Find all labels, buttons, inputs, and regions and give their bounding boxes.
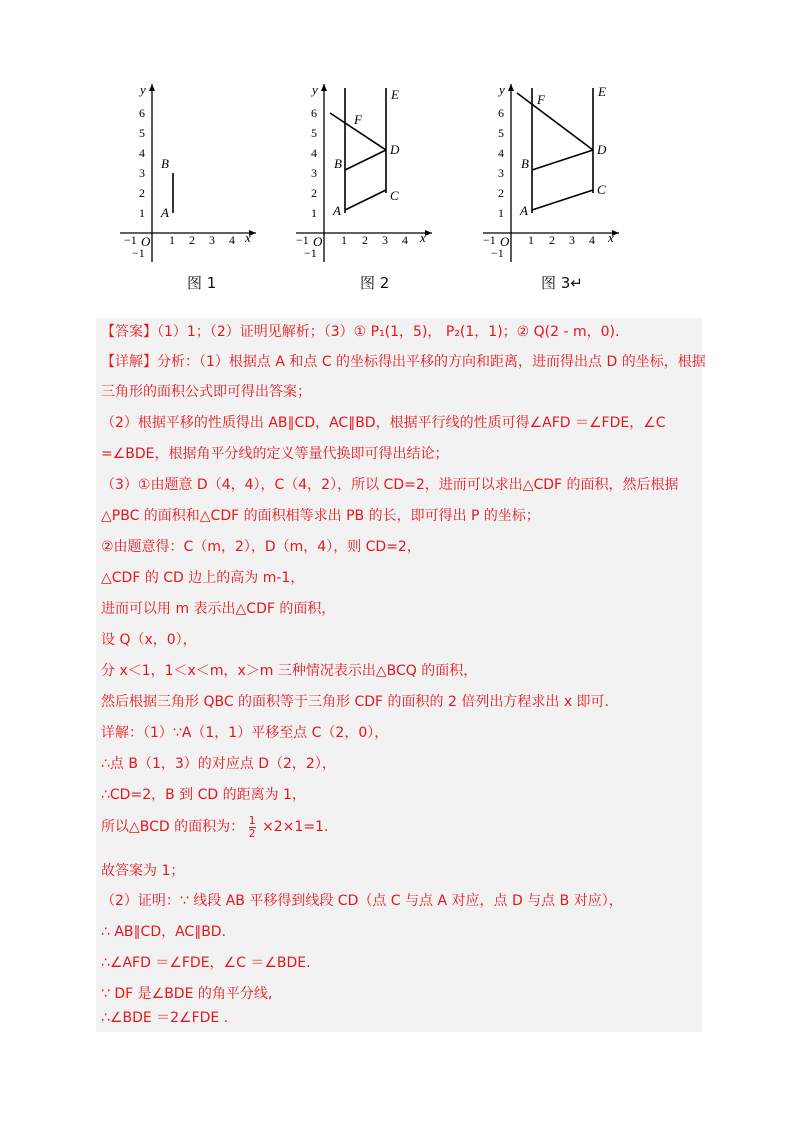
x-tick-label: 4: [229, 233, 235, 247]
x-tick-label: 1: [528, 233, 534, 247]
y-tick-label: 2: [139, 186, 145, 200]
area-formula-result: ×2×1=1.: [262, 819, 329, 835]
y-tick-label: −1: [304, 246, 317, 260]
point-label-a: A: [333, 203, 341, 218]
solution-block: [96, 318, 706, 1032]
figure-2-caption: 图 2: [360, 274, 390, 292]
x-tick-label: 2: [362, 233, 368, 247]
point-label-d: D: [390, 142, 400, 157]
y-tick-label: 1: [139, 206, 145, 220]
segment-ac: [345, 190, 386, 210]
analysis-line: 分 x＜1，1＜x＜m，x＞m 三种情况表示出△BCQ 的面积，: [101, 663, 478, 679]
y-tick-label: 3: [311, 166, 317, 180]
y-tick-label: 4: [139, 146, 145, 160]
analysis-line: =∠BDE，根据角平分线的定义等量代换即可得出结论；: [101, 446, 449, 462]
y-tick-label: 5: [311, 126, 317, 140]
point-label-a: A: [520, 203, 528, 218]
y-axis-label: y: [140, 82, 146, 97]
y-tick-label: −1: [132, 246, 145, 260]
x-tick-label: 3: [382, 233, 388, 247]
segment-ac: [532, 190, 593, 210]
analysis-line: （2）根据平移的性质得出 AB∥CD，AC∥BD，根据平行线的性质可得∠AFD ＝∠FDE，∠C: [101, 415, 666, 431]
point-label-e: E: [598, 84, 606, 99]
y-tick-label: 2: [498, 186, 504, 200]
x-tick-label: −1: [124, 233, 137, 247]
x-tick-label: 3: [569, 233, 575, 247]
point-label-e: E: [391, 87, 399, 102]
analysis-line: ②由题意得：C（m，2），D（m，4），则 CD=2，: [101, 539, 421, 555]
y-tick-label: −1: [491, 246, 504, 260]
fraction-numerator: 1: [248, 813, 256, 827]
y-tick-label: 3: [498, 166, 504, 180]
x-axis-arrow: [425, 230, 432, 236]
proof-line: ∴∠AFD ＝∠FDE，∠C ＝∠BDE.: [101, 955, 311, 971]
y-tick-label: 1: [311, 206, 317, 220]
point-label-b: B: [334, 156, 342, 171]
figure-1-graph: [116, 76, 266, 262]
y-tick-label: 6: [311, 106, 317, 120]
fraction-denominator: 2: [248, 826, 256, 840]
point-label-d: D: [597, 142, 607, 157]
detail-line: ∴点 B（1，3）的对应点 D（2，2），: [101, 756, 336, 772]
y-tick-label: 4: [498, 146, 504, 160]
y-axis-arrow: [321, 84, 327, 91]
fraction-one-half: [249, 815, 256, 840]
y-axis-label: y: [312, 82, 318, 97]
segment-bd: [345, 150, 386, 170]
answer-line: 【答案】（1）1；（2）证明见解析；（3）① P₁(1，5)， P₂(1，1)；② Q(2 - m，0).: [101, 324, 620, 340]
x-tick-label: 4: [589, 233, 595, 247]
detail-line: ∴CD=2，B 到 CD 的距离为 1，: [101, 787, 306, 803]
y-tick-label: 2: [311, 186, 317, 200]
y-tick-label: 4: [311, 146, 317, 160]
analysis-line: △PBC 的面积和△CDF 的面积相等求出 PB 的长，即可得出 P 的坐标；: [101, 508, 540, 524]
segment-bd: [532, 150, 593, 170]
detail-line: 故答案为 1；: [101, 863, 185, 879]
point-label-a: A: [161, 205, 169, 220]
analysis-line: △CDF 的 CD 边上的高为 m-1，: [101, 570, 305, 586]
point-label-c: C: [597, 182, 606, 197]
origin-label: O: [500, 234, 510, 249]
point-label-b: B: [521, 156, 529, 171]
origin-label: O: [313, 234, 323, 249]
x-axis-label: x: [420, 230, 426, 245]
point-label-f: F: [354, 112, 362, 127]
x-tick-label: 1: [341, 233, 347, 247]
x-tick-label: 2: [189, 233, 195, 247]
x-tick-label: 4: [402, 233, 408, 247]
figures-row: [0, 0, 800, 320]
figure-1-caption: 图 1: [187, 274, 217, 292]
analysis-line: 【详解】分析：（1）根据点 A 和点 C 的坐标得出平移的方向和距离，进而得出点 D 的坐标，根据: [101, 354, 706, 370]
segment-fd: [517, 93, 593, 150]
x-tick-label: 3: [209, 233, 215, 247]
y-tick-label: 5: [139, 126, 145, 140]
point-label-c: C: [390, 188, 399, 203]
y-tick-label: 1: [498, 206, 504, 220]
figure-3-caption: 图 3↵: [541, 274, 583, 292]
area-formula-text: 所以△BCD 的面积为：: [101, 819, 245, 835]
y-axis-label: y: [499, 82, 505, 97]
figure-2-graph: [292, 76, 442, 262]
point-label-b: B: [161, 156, 169, 171]
x-tick-label: 2: [549, 233, 555, 247]
y-tick-label: 6: [139, 106, 145, 120]
origin-label: O: [141, 234, 151, 249]
x-tick-label: −1: [296, 233, 309, 247]
analysis-line: （3）①由题意 D（4，4），C（4，2），所以 CD=2，进而可以求出△CDF 的面积，然后根据: [101, 477, 679, 493]
analysis-line: 设 Q（x，0），: [101, 632, 197, 648]
proof-line: ∴∠BDE ＝2∠FDE .: [101, 1010, 229, 1026]
y-axis-arrow: [149, 84, 155, 91]
y-tick-label: 6: [498, 106, 504, 120]
proof-line: ∴ AB∥CD，AC∥BD.: [101, 924, 227, 940]
y-tick-label: 3: [139, 166, 145, 180]
figure-3-graph: [479, 76, 629, 262]
proof-line: ∵ DF 是∠BDE 的角平分线,: [101, 986, 273, 1002]
point-label-f: F: [537, 92, 545, 107]
proof-line: （2）证明：∵ 线段 AB 平移得到线段 CD（点 C 与点 A 对应，点 D 与点 B 对应），: [101, 893, 623, 909]
analysis-line: 进而可以用 m 表示出△CDF 的面积，: [101, 601, 336, 617]
x-axis-label: x: [608, 230, 614, 245]
x-tick-label: −1: [483, 233, 496, 247]
detail-line: 详解：（1）∵A（1，1）平移至点 C（2，0），: [101, 725, 389, 741]
y-axis-arrow: [508, 84, 514, 91]
analysis-line: 然后根据三角形 QBC 的面积等于三角形 CDF 的面积的 2 倍列出方程求出 x 即可.: [101, 694, 610, 710]
area-formula-line: [101, 814, 698, 840]
analysis-line: 三角形的面积公式即可得出答案；: [101, 384, 311, 400]
y-tick-label: 5: [498, 126, 504, 140]
x-axis-label: x: [245, 230, 251, 245]
x-tick-label: 1: [169, 233, 175, 247]
